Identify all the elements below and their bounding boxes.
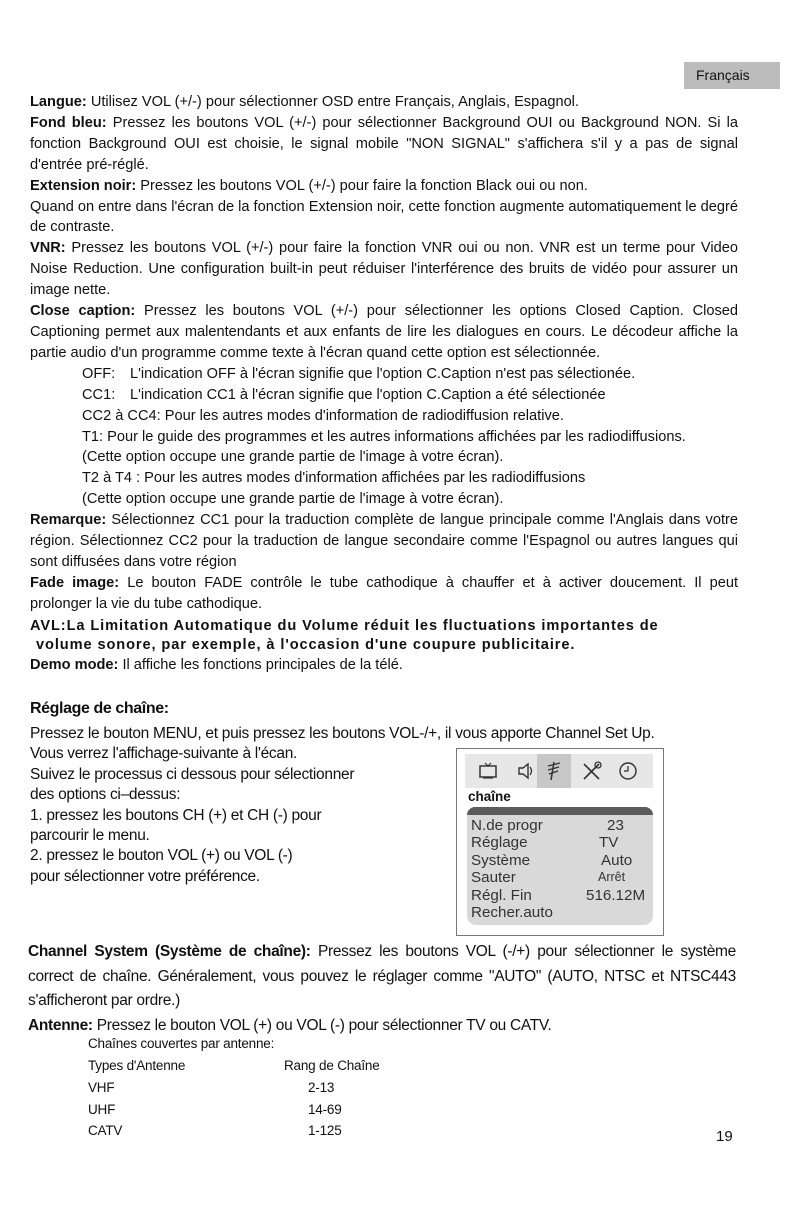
channel-system-paragraph: Channel System (Système de chaîne): Pressez les boutons VOL (-/+) pour sélectionner le système correct de chaîne. Généralement, vous pouvez le réglager comme "AUTO" (AUTO, NTSC et NTSC443 s'afficheront par ordre.) — [28, 943, 736, 1009]
clock-icon[interactable] — [611, 754, 645, 788]
intro-line: parcourir le menu. — [30, 827, 150, 845]
cc-line: T2 à T4 : Pour les autres modes d'information affichées par les radiodiffusions — [82, 470, 586, 487]
osd-channel-menu — [456, 748, 664, 936]
intro-line: Pressez le bouton MENU, et puis pressez les boutons VOL-/+, il vous apporte Channel Set Up. — [30, 725, 655, 742]
language-tab: Français — [684, 62, 780, 89]
channel-system-text — [28, 940, 736, 1038]
extension-noir-paragraph: Extension noir: Pressez les boutons VOL (+/-) pour faire la fonction Black oui ou non. — [30, 177, 588, 194]
antenna-table-caption: Chaînes couvertes par antenne: — [88, 1036, 275, 1051]
extension-noir-detail: Quand on entre dans l'écran de la fonction Extension noir, cette fonction augmente automatiquement le degré de contraste. — [30, 198, 738, 236]
vnr-paragraph: VNR: Pressez les boutons VOL (+/-) pour faire la fonction VNR oui ou non. VNR est un terme pour Video Noise Reduction. Une configuration built-in peut réduiser l'interférence des bruits de vidéo pour assurer un image nette. — [30, 240, 738, 299]
osd-row-reglage[interactable]: Réglage TV — [471, 834, 619, 851]
intro-line: 1. pressez les boutons CH (+) et CH (-) pour — [30, 806, 322, 824]
osd-menu-title: chaîne — [468, 789, 511, 804]
osd-row-recherche-auto[interactable]: Recher.auto — [471, 904, 553, 921]
osd-row-reglage-fin[interactable]: Régl. Fin 516.12M — [471, 887, 646, 904]
cc-option-off: OFF: L'indication OFF à l'écran signifie que l'option C.Caption n'est pas sélectionée. — [82, 365, 636, 382]
avl-paragraph: AVL:La Limitation Automatique du Volume réduit les fluctuations importantes de volume sonore, par exemple, à l'occasion d'une coupure publicitaire. — [30, 617, 659, 653]
page-number: 19 — [716, 1128, 733, 1145]
table-row: UHF 14-69 — [88, 1102, 342, 1117]
intro-line: des options ci–dessus: — [30, 786, 181, 804]
antenna-col-type: Types d'Antenne — [88, 1058, 186, 1073]
intro-line: Vous verrez l'affichage-suivante à l'écan. — [30, 745, 298, 763]
osd-panel-header-bar — [467, 807, 653, 815]
antenne-paragraph: Antenne: Pressez le bouton VOL (+) ou VOL (-) pour sélectionner TV ou CATV. — [28, 1016, 552, 1034]
cc-line: CC2 à CC4: Pour les autres modes d'information de radiodiffusion relative. — [82, 407, 564, 424]
tools-icon[interactable] — [575, 754, 609, 788]
body-text — [30, 92, 738, 676]
tv-icon[interactable] — [471, 754, 505, 788]
langue-paragraph: Langue: Utilisez VOL (+/-) pour sélectionner OSD entre Français, Anglais, Espagnol. — [30, 94, 579, 110]
cc-line: T1: Pour le guide des programmes et les autres informations affichées par les radiodiffusions. — [82, 428, 686, 445]
osd-row-program-number[interactable]: N.de progr 23 — [471, 817, 624, 834]
intro-line: pour sélectionner votre préférence. — [30, 867, 260, 885]
table-row: VHF 2-13 — [88, 1080, 335, 1095]
intro-line: 2. pressez le bouton VOL (+) ou VOL (-) — [30, 847, 293, 865]
table-row: CATV 1-125 — [88, 1123, 342, 1138]
cc-line: (Cette option occupe une grande partie de l'image à votre écran). — [82, 491, 504, 508]
channel-section-title: Réglage de chaîne: — [30, 700, 169, 717]
osd-settings-panel — [467, 807, 653, 925]
osd-row-sauter[interactable]: Sauter Arrêt — [471, 869, 626, 886]
cc-option-cc1: CC1: L'indication CC1 à l'écran signifie que l'option C.Caption a été sélectionée — [82, 386, 606, 403]
close-caption-paragraph: Close caption: Pressez les boutons VOL (+/-) pour sélectionner les options Closed Caption. Closed Captioning permet aux malentendants et aux enfants de lire les dialogues en cours. Le décodeur affiche la partie audio d'un programme comme texte à l'écran quand cette option est sélectionnée. — [30, 303, 739, 361]
osd-icon-bar — [465, 754, 653, 788]
osd-row-systeme[interactable]: Système Auto — [471, 852, 633, 869]
intro-line: Suivez le processus ci dessous pour sélectionner — [30, 765, 355, 783]
antenna-icon[interactable] — [537, 754, 571, 788]
remarque-paragraph: Remarque: Sélectionnez CC1 pour la traduction complète de langue principale comme l'Anglais dans votre région. Sélectionnez CC2 pour la traduction de langue secondaire comme l'Espagnol ou autres langues qui sont diffusées dans votre région — [30, 512, 738, 570]
fond-bleu-paragraph: Fond bleu: Pressez les boutons VOL (+/-) pour sélectionner Background OUI ou Background NON. Si la fonction Background OUI est choisie, le signal mobile "NON SIGNAL" s'affichera s'il y a pas de signal d'entrée pré-réglé. — [30, 114, 738, 173]
cc-line: (Cette option occupe une grande partie de l'image à votre écran). — [82, 449, 504, 466]
fade-image-paragraph: Fade image: Le bouton FADE contrôle le tube cathodique à chauffer et à activer doucement. Il peut prolonger la vie du tube cathodique. — [30, 574, 738, 612]
demo-mode-paragraph: Demo mode: Il affiche les fonctions principales de la télé. — [30, 656, 403, 673]
antenna-col-range: Rang de Chaîne — [284, 1058, 380, 1073]
